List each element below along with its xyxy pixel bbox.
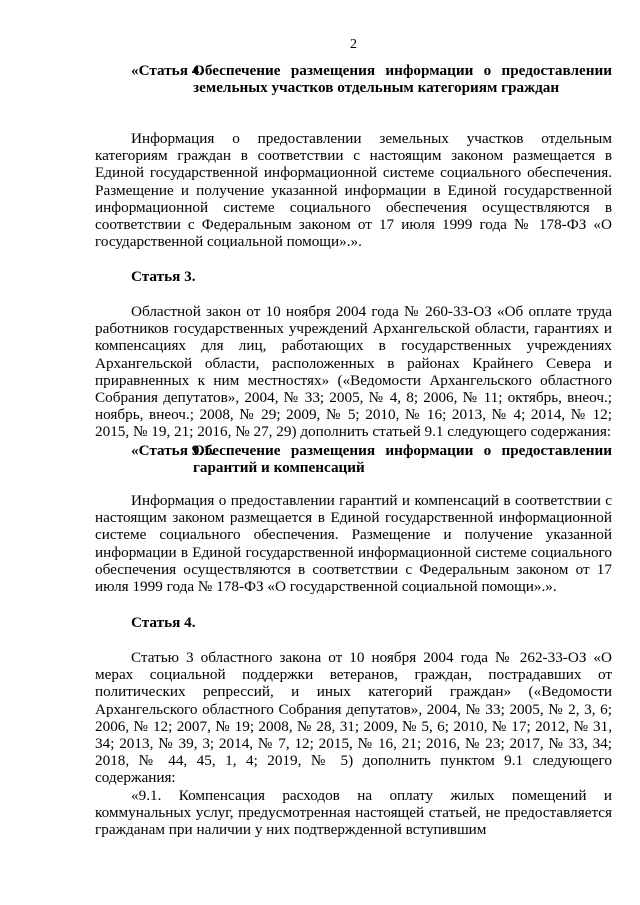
article-9-1-heading bbox=[95, 442, 612, 476]
paragraph-guarantees-info bbox=[95, 492, 612, 595]
article-4-heading bbox=[95, 614, 612, 631]
article-label: «Статья 4. bbox=[131, 62, 204, 79]
article-4-heading-top bbox=[95, 62, 612, 96]
paragraph-item-9-1 bbox=[95, 787, 612, 839]
paragraph-land-info bbox=[95, 130, 612, 250]
article-3-heading bbox=[95, 268, 612, 285]
article-title: Обеспечение размещения информации о предоставлении гарантий и компенсаций bbox=[193, 442, 612, 477]
page-number: 2 bbox=[350, 37, 357, 52]
article-title: Обеспечение размещения информации о предоставлении земельных участков отдельным категориям граждан bbox=[193, 62, 612, 97]
paragraph-text: Информация о предоставлении гарантий и компенсаций в соответствии с настоящим законом размещается в Единой государственной информационной системе социального обеспечения. Размещение и получение указанной информации в Единой государственной информационной системе социального обеспечения осуществляются в соответствии с Федеральным законом от 17 июля 1999 года № 178-ФЗ «О государственной социальной помощи».». bbox=[95, 492, 612, 596]
paragraph-text: «9.1. Компенсация расходов на оплату жилых помещений и коммунальных услуг, предусмотренная настоящей статьей, не предоставляется гражданам при наличии у них подтвержденной вступившим bbox=[95, 787, 612, 839]
paragraph-article-3 bbox=[95, 303, 612, 441]
heading-text: Статья 3. bbox=[131, 268, 196, 285]
paragraph-text: Статью 3 областного закона от 10 ноября 2004 года № 262-33-ОЗ «О мерах социальной поддержки ветеранов, граждан, пострадавших от политических репрессий, и иных категорий граждан» («Ведомости Архангельского областного Собрания депутатов», 2004, № 33; 2005, № 2, 3, 6; 2006, № 12; 2007, № 19; 2008, № 28, 31; 2009, № 5, 6; 2010, № 17; 2012, № 31, 34; 2013, № 39, 3; 2014, № 7, 12; 2015, № 16, 21; 2016, № 23; 2017, № 33, 34; 2018, № 44, 45, 1, 4; 2019, № 5) дополнить пунктом 9.1 следующего содержания: bbox=[95, 649, 612, 787]
article-label: «Статья 9.1. bbox=[131, 442, 215, 459]
paragraph-text: Областной закон от 10 ноября 2004 года № 260-33-ОЗ «Об оплате труда работников государственных учреждений Архангельской области, гарантиях и компенсациях для лиц, работающих в государственных учреждениях Архангельской области, расположенных в районах Крайнего Севера и приравненных к ним местностях» («Ведомости Архангельского областного Собрания депутатов», 2004, № 33; 2005, № 4, 8; 2006, № 11; октябрь, внеоч.; ноябрь, внеоч.; 2008, № 29; 2009, № 5; 2010, № 16; 2013, № 4; 2014, № 12; 2015, № 19, 21; 2016, № 27, 29) дополнить статьей 9.1 следующего содержания: bbox=[95, 303, 612, 441]
paragraph-article-4 bbox=[95, 649, 612, 787]
paragraph-text: Информация о предоставлении земельных участков отдельным категориям граждан в соответствии с настоящим законом размещается в Единой государственной информационной системе социального обеспечения. Размещение и получение указанной информации в Единой государственной информационной системе социального обеспечения осуществляются в соответствии с Федеральным законом от 17 июля 1999 года № 178-ФЗ «О государственной социальной помощи».». bbox=[95, 130, 612, 251]
heading-text: Статья 4. bbox=[131, 614, 196, 631]
